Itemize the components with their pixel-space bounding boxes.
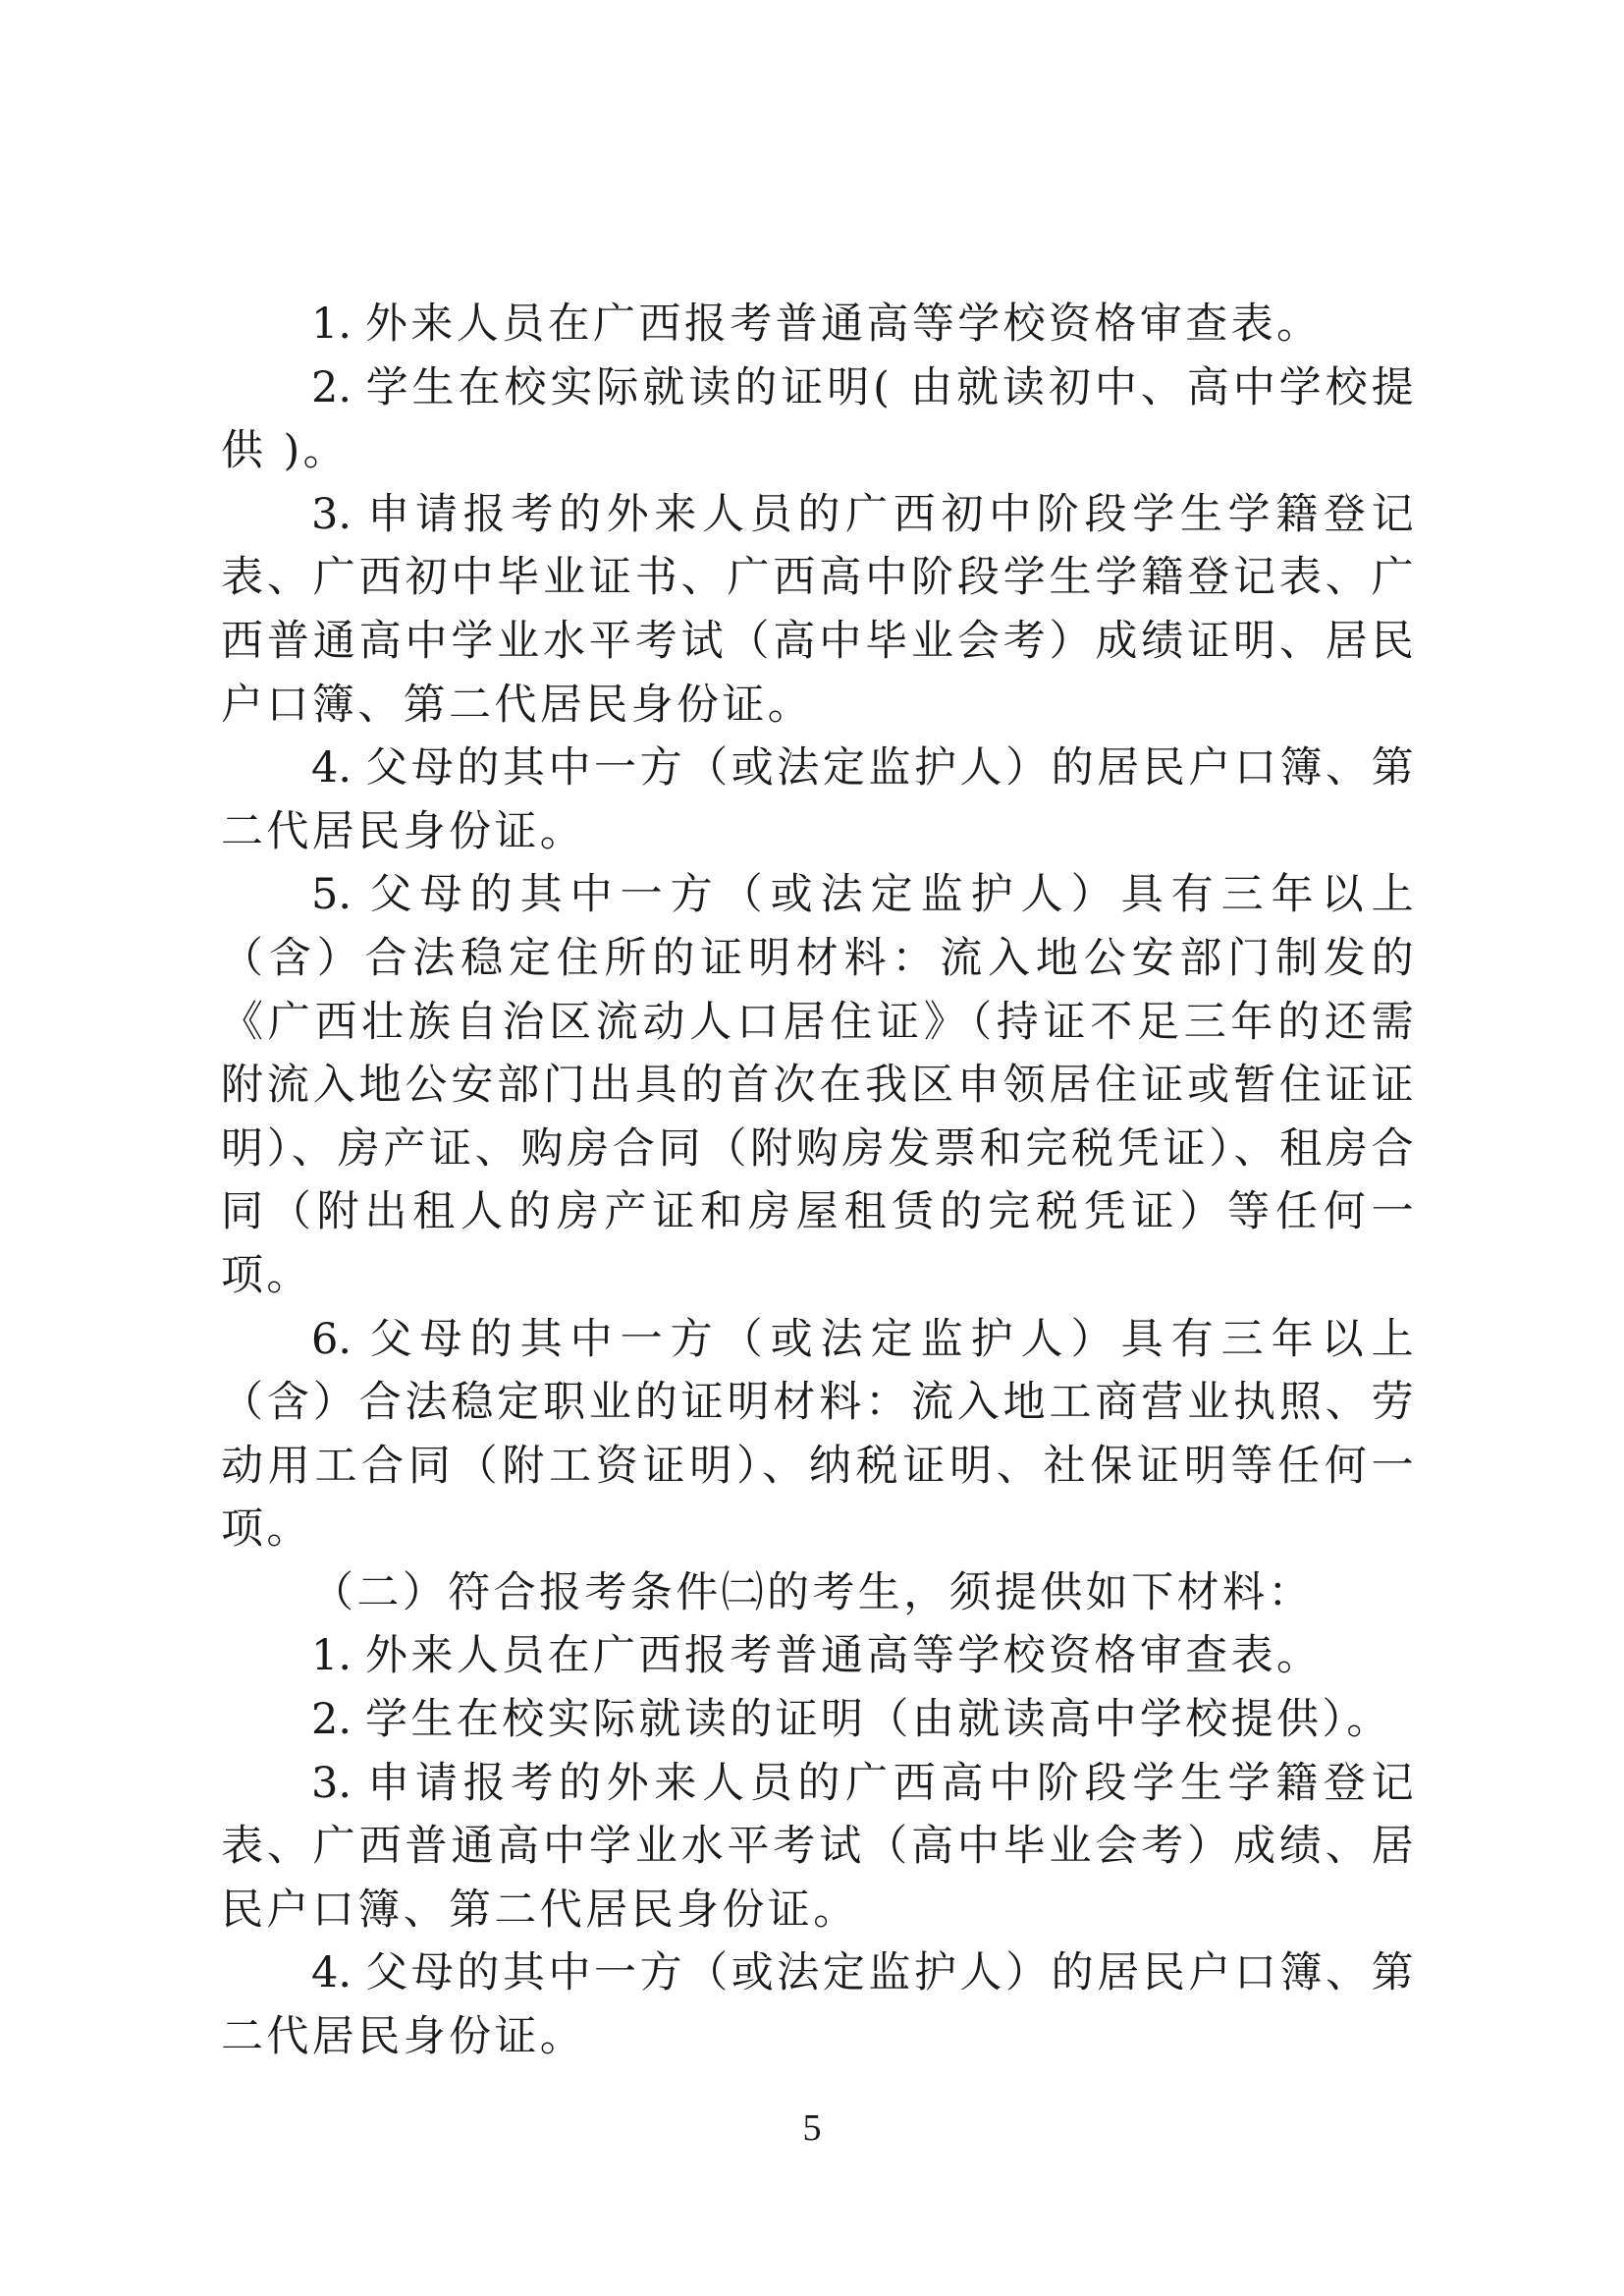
list-item-number: 4. bbox=[311, 1948, 352, 1998]
section-heading: （二）符合报考条件㈡的考生，须提供如下材料： bbox=[311, 1567, 1314, 1617]
list-item-6 bbox=[221, 1308, 1417, 1561]
list-item-text: 外来人员在广西报考普通高等学校资格审查表。 bbox=[365, 1631, 1323, 1681]
list-item-text: 学生在校实际就读的证明（由就读高中学校提供）。 bbox=[365, 1695, 1392, 1745]
list-item-text: 父母的其中一方（或法定监护人）的居民户口簿、第二代居民身份证。 bbox=[221, 1948, 1417, 2062]
list-item-number: 4. bbox=[311, 743, 352, 793]
list-item-text: 申请报考的外来人员的广西初中阶段学生学籍登记表、广西初中毕业证书、广西高中阶段学生学籍登记表、广西普通高中学业水平考试（高中毕业会考）成绩证明、居民户口簿、第二代居民身份证。 bbox=[221, 489, 1417, 730]
list-item-number: 2. bbox=[311, 1695, 352, 1745]
list-item-text: 学生在校实际就读的证明( 由就读初中、高中学校提供 )。 bbox=[221, 362, 1417, 476]
list-item-b3 bbox=[221, 1752, 1417, 1942]
list-item-text: 外来人员在广西报考普通高等学校资格审查表。 bbox=[365, 300, 1323, 349]
list-item-text: 父母的其中一方（或法定监护人）具有三年以上（含）合法稳定职业的证明材料：流入地工商营业执照、劳动用工合同（附工资证明）、纳税证明、社保证明等任何一项。 bbox=[221, 1314, 1417, 1555]
list-item-text: 父母的其中一方（或法定监护人）的居民户口簿、第二代居民身份证。 bbox=[221, 743, 1417, 856]
list-item-b2 bbox=[221, 1688, 1417, 1752]
list-item-text: 父母的其中一方（或法定监护人）具有三年以上（含）合法稳定住所的证明材料：流入地公安部门制发的《广西壮族自治区流动人口居住证》（持证不足三年的还需附流入地公安部门出具的首次在我区申领居住证或暂住证证明）、房产证、购房合同（附购房发票和完税凭证）、租房合同（附出租人的房产证和房屋租赁的完税凭证）等任何一项。 bbox=[221, 870, 1417, 1300]
list-item-3 bbox=[221, 483, 1417, 737]
list-item-b4 bbox=[221, 1941, 1417, 2068]
list-item-5 bbox=[221, 863, 1417, 1307]
list-item-number: 6. bbox=[311, 1314, 352, 1364]
list-item-1 bbox=[221, 293, 1417, 356]
document-body bbox=[221, 293, 1417, 2069]
list-item-4 bbox=[221, 737, 1417, 863]
list-item-number: 3. bbox=[311, 1758, 352, 1808]
list-item-b1 bbox=[221, 1624, 1417, 1688]
list-item-number: 3. bbox=[311, 489, 352, 539]
list-item-text: 申请报考的外来人员的广西高中阶段学生学籍登记表、广西普通高中学业水平考试（高中毕业会考）成绩、居民户口簿、第二代居民身份证。 bbox=[221, 1758, 1417, 1935]
list-item-2 bbox=[221, 356, 1417, 483]
page-number: 5 bbox=[802, 2107, 822, 2149]
list-item-number: 2. bbox=[311, 362, 352, 412]
list-item-number: 5. bbox=[311, 870, 352, 920]
list-item-number: 1. bbox=[311, 1631, 352, 1681]
list-item-number: 1. bbox=[311, 300, 352, 349]
